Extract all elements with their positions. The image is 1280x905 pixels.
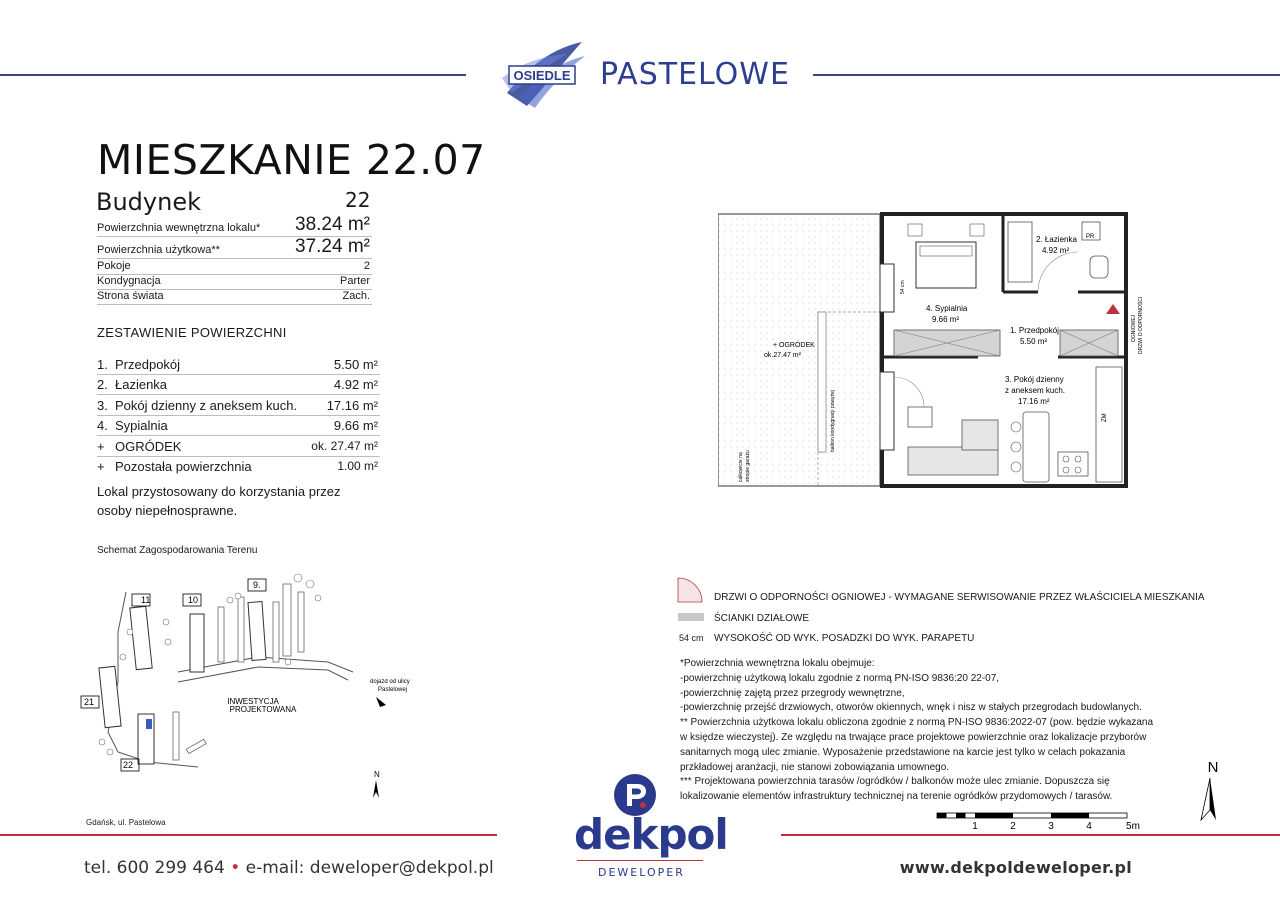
legend-walls-text: ŚCIANKI DZIAŁOWE (714, 613, 810, 624)
summary-title: ZESTAWIENIE POWIERZCHNI (97, 325, 287, 340)
fineprint-line: -powierzchnię użytkową lokalu zgodnie z normą PN-ISO 9836:20 22-07, (680, 672, 1000, 684)
developer-name: dekpol (574, 810, 728, 859)
building-9-label: 9. (253, 580, 261, 590)
sill-label: 54 cm (900, 280, 906, 294)
svg-text:OSIEDLE: OSIEDLE (513, 68, 571, 83)
osiedle-logo-icon (497, 38, 589, 110)
summary-row (97, 437, 380, 457)
info-value: Parter (340, 275, 370, 287)
info-value: 37.24 m² (295, 236, 370, 257)
separator-dot: • (230, 858, 241, 878)
developer-sub: DEWELOPER (598, 866, 685, 879)
fineprint-line: *Powierzchnia wewnętrzna lokalu obejmuje: (680, 658, 875, 669)
info-row-rooms (97, 258, 372, 275)
scale-tick: 5m (1126, 821, 1140, 832)
info-label: Powierzchnia wewnętrzna lokalu* (97, 222, 261, 234)
summary-row (97, 396, 380, 416)
building-21-label: 21 (84, 697, 95, 707)
pr-label: PR (1086, 234, 1095, 240)
fineprint-line: lokalizowanie elementów infrastruktury technicznej na terenie ogródków przydomowych / tarasów. (680, 791, 1113, 803)
info-value: Zach. (342, 290, 370, 302)
email-text[interactable]: e-mail: deweloper@dekpol.pl (245, 858, 494, 878)
summary-label: Pozostała powierzchnia (115, 459, 252, 474)
garden-label: + OGRÓDEK ok.27.47 m² (764, 342, 815, 359)
summary-num: 3. (97, 398, 108, 413)
city-label: Gdańsk, ul. Pastelowa (86, 818, 166, 827)
scale-tick: 3 (1048, 821, 1054, 832)
summary-num: + (97, 459, 105, 474)
info-label: Powierzchnia użytkowa** (97, 244, 220, 256)
scale-bar (935, 812, 1145, 834)
investment-label-2: PROJEKTOWANA (229, 705, 297, 714)
floor-plan (718, 212, 1144, 488)
site-north-arrow-icon (373, 780, 379, 798)
summary-num: 1. (97, 357, 108, 372)
summary-row (97, 457, 380, 476)
footer-line-right (781, 834, 1280, 836)
info-label: Pokoje (97, 260, 131, 272)
legend-height-text: WYSOKOŚĆ OD WYK. POSADZKI DO WYK. PARAPETU (714, 633, 975, 644)
info-value: 38.24 m² (295, 214, 370, 235)
room-label: 2. Łazienka 4.92 m² (1036, 235, 1077, 255)
building-label: Budynek (96, 188, 201, 216)
building-22-label: 22 (123, 760, 134, 770)
scale-tick: 2 (1010, 821, 1016, 832)
info-row-usable-area (97, 236, 372, 259)
access-arrow-icon (376, 697, 386, 707)
info-value: 2 (363, 260, 370, 272)
summary-value: 1.00 m² (337, 459, 378, 473)
roof-note: całkowicie na stropie garażu (738, 450, 751, 482)
building-value: 22 (345, 188, 371, 212)
fineprint-line: sanitarnych mogą ulec zmianie. Wyposażenie przedstawione na karcie jest tylko w celach pokazania (680, 746, 1126, 758)
brand-name: PASTELOWE (600, 57, 790, 92)
phone-text[interactable]: tel. 600 299 464 (84, 858, 225, 878)
apartment-title: MIESZKANIE 22.07 (97, 136, 486, 184)
north-arrow-icon (1198, 758, 1228, 824)
summary-value: 4.92 m² (333, 377, 378, 392)
fineprint-line: przkładowej aranżacji, nie stanowi zobowiązania umownego. (680, 761, 950, 773)
height-legend-symbol: 54 cm (679, 633, 704, 643)
site-north-label: N (374, 770, 380, 779)
building-10-label: 10 (188, 595, 199, 605)
summary-label: Pokój dzienny z aneksem kuch. (115, 398, 298, 413)
wall-legend-icon (678, 613, 704, 621)
contact-line (84, 858, 494, 878)
access-label-2: Pastelowej (378, 687, 408, 693)
building-11-label: 11 (141, 595, 151, 605)
info-row-floor (97, 274, 372, 290)
fineprint-line: ** Powierzchnia użytkowa lokalu obliczona zgodnie z normą PN-ISO 9836:2022-07 (pow. będzie wykazana (680, 717, 1154, 729)
scale-tick: 1 (972, 821, 978, 832)
investment-label-1: INWESTYCJA (227, 697, 279, 706)
summary-row (97, 375, 380, 395)
room-label: 3. Pokój dzienny z aneksem kuch. 17.16 m² (1005, 375, 1066, 406)
summary-label: Sypialnia (115, 418, 168, 433)
fineprint-line: -powierzchnię zajętą przez przegrody wewnętrzne, (680, 687, 905, 699)
summary-label: OGRÓDEK (115, 439, 182, 454)
info-row-orientation (97, 289, 372, 305)
site-plan-title: Schemat Zagospodarowania Terenu (97, 545, 258, 556)
accessibility-note: Lokal przystosowany do korzystania przez osoby niepełnosprawne. (97, 484, 341, 518)
balcony-note: balkon kondygnacji powyżej (830, 390, 836, 452)
fineprint-line: w księdze wieczystej). Ze względu na trwające prace projektowe powierzchnie oraz lokalizacje przyborów (680, 731, 1147, 743)
summary-value: ok. 27.47 m² (311, 439, 378, 453)
summary-row (97, 416, 380, 436)
zm-label: ZM (1102, 413, 1108, 422)
developer-divider (577, 860, 703, 861)
website-link[interactable]: www.dekpoldeweloper.pl (899, 858, 1132, 877)
summary-num: 2. (97, 377, 108, 392)
room-label: 4. Sypialnia 9.66 m² (926, 304, 968, 324)
north-label: N (1207, 759, 1219, 776)
summary-num: 4. (97, 418, 108, 433)
footer-line-left (0, 834, 497, 836)
access-label-1: dojazd od ulicy (370, 679, 410, 685)
fineprint-line: *** Projektowana powierzchnia tarasów /ogródków / balkonów może ulec zmianie. Dopuszcza się (680, 776, 1110, 788)
fire-door-legend-icon (676, 576, 706, 606)
garden-area (718, 214, 880, 486)
site-plan-map (78, 562, 458, 807)
summary-value: 9.66 m² (333, 418, 378, 433)
info-row-internal-area (97, 214, 372, 237)
summary-value: 17.16 m² (326, 398, 378, 413)
legend-door-text: DRZWI O ODPORNOŚCI OGNIOWEJ - WYMAGANE SERWISOWANIE PRZEZ WŁAŚCICIELA MIESZKANIA (714, 592, 1205, 603)
fineprint-block (680, 657, 1200, 805)
header-line-left (0, 74, 466, 76)
room-label: 1. Przedpokój 5.50 m² (1010, 326, 1059, 346)
scale-tick: 4 (1086, 821, 1092, 832)
summary-label: Przedpokój (115, 357, 181, 372)
summary-label: Łazienka (115, 377, 168, 392)
header-line-right (813, 74, 1280, 76)
summary-num: + (97, 439, 105, 454)
info-label: Kondygnacja (97, 275, 161, 287)
door-note: DRZWI O ODPORNOŚCI OGNIOWEJ (1131, 296, 1144, 354)
fineprint-line: -powierzchnię przejść drzwiowych, otworów okiennych, wnęk i nisz w stałych przegrodach budowlanych. (680, 702, 1142, 714)
summary-row (97, 355, 380, 375)
info-label: Strona świata (97, 290, 164, 302)
summary-value: 5.50 m² (333, 357, 378, 372)
